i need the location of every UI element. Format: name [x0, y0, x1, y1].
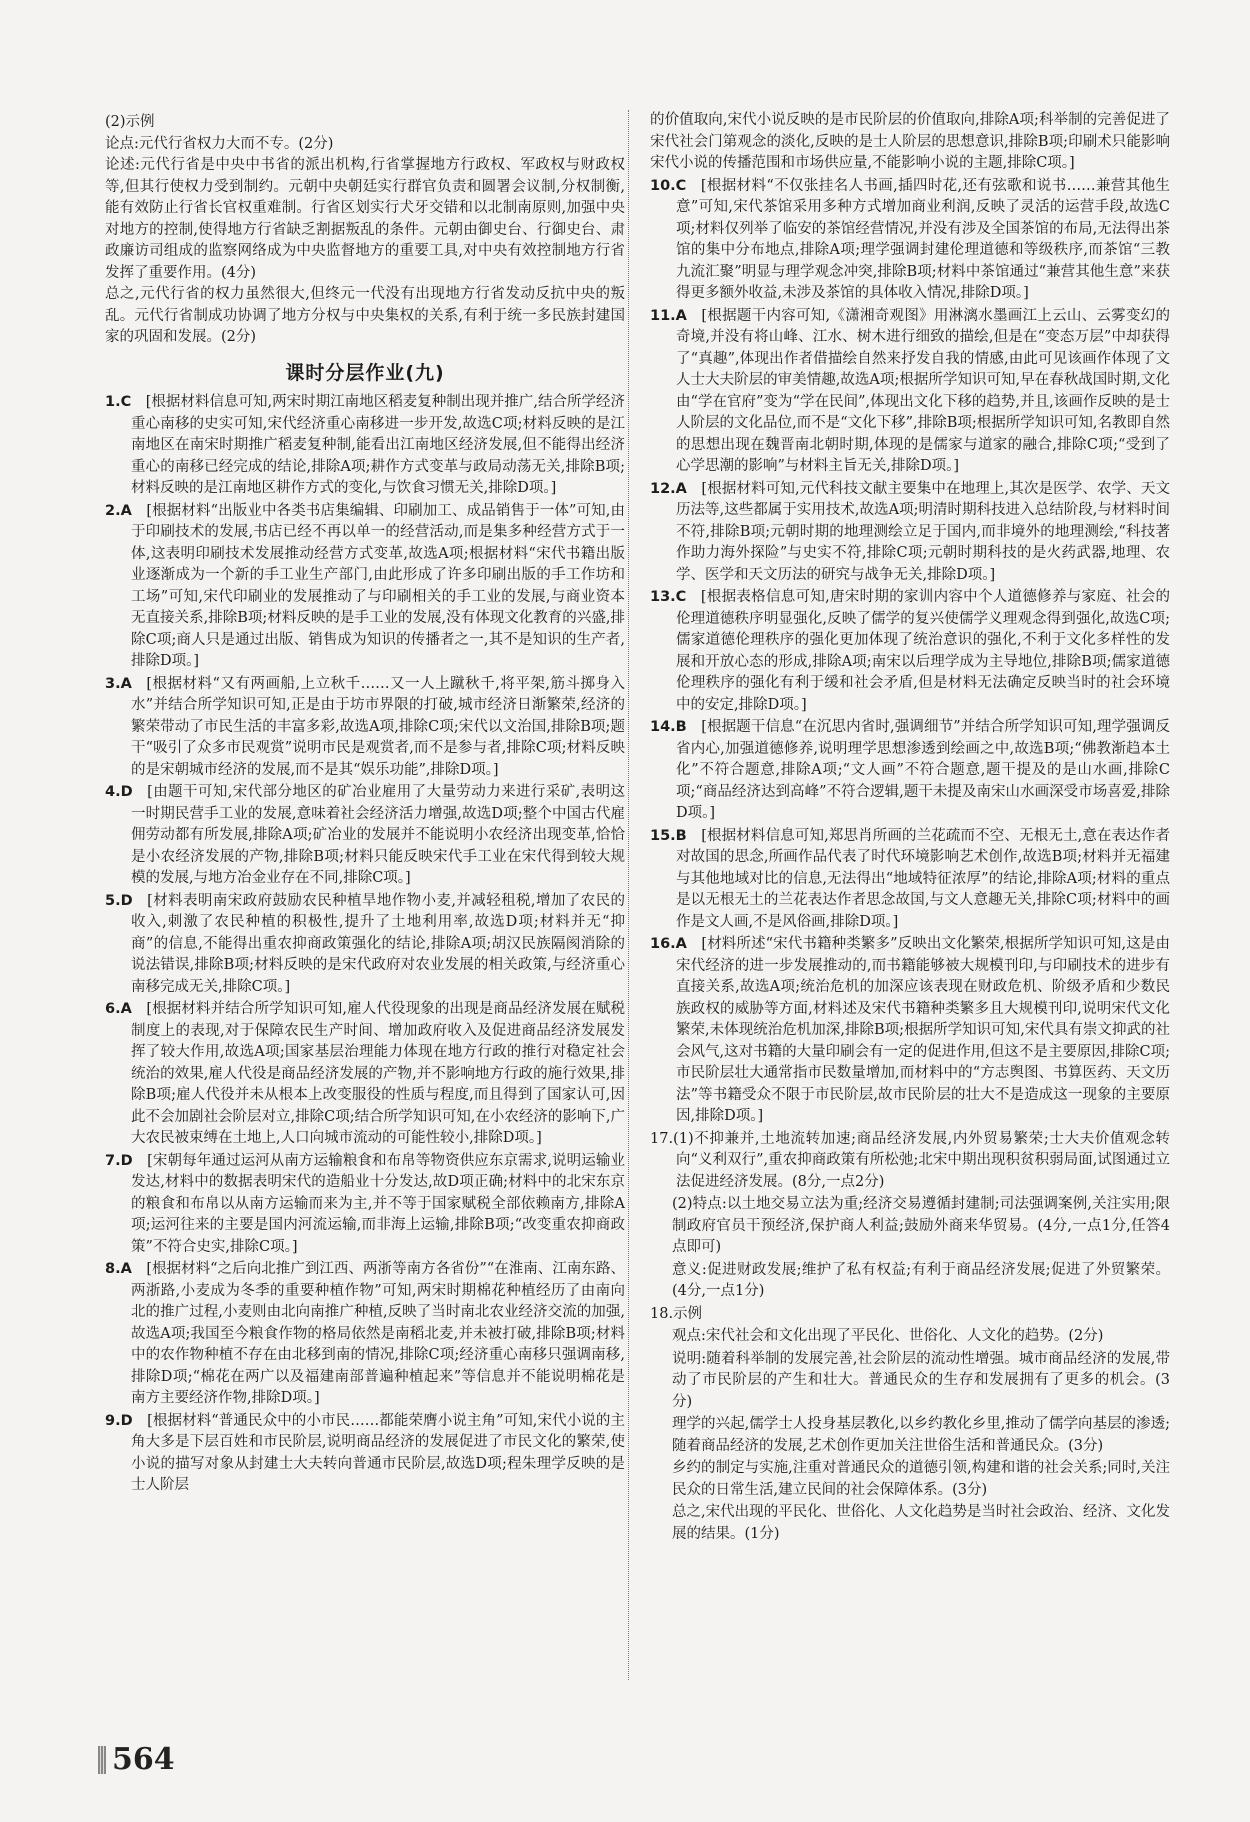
answer-item	[105, 1151, 625, 1259]
essay-line: 17.(1)不抑兼并,土地流转加速;商品经济发展,内外贸易繁荣;士大夫价值观念转向“义利双行”,重农抑商政策有所松弛;北宋中期出现积贫积弱局面,试图通过立法促进经济发展。(8分,一点2分)	[650, 1130, 1170, 1190]
answer-text: [由题干可知,宋代部分地区的矿冶业雇用了大量劳动力来进行采矿,表明这一时期民营手工业的发展,意味着社会经济活力增强,故选D项;整个中国古代雇佣劳动都有所发展,排除A项;矿冶业的发展并不能说明小农经济出现变革,恰恰是小农经济发展的产物,排除B项;材料只能反映宋代手工业在宋代得到较大规模的发展,与地方冶金业存在不同,排除C项。]	[131, 784, 625, 886]
essay-answers	[650, 1129, 1170, 1546]
answer-text: [根据材料“不仅张挂名人书画,插四时花,还有弦歌和说书……兼营其他生意”可知,宋代茶馆采用多种方式增加商业利润,反映了灵活的运营手段,故选C项;材料仅列举了临安的茶馆经营情况,并没有涉及全国茶馆的布局,无法得出茶馆的集中分布地点,排除A项;理学强调封建伦理道德和等级秩序,而茶馆“三教九流汇聚”明显与理学观念冲突,排除B项;材料中茶馆通过“兼营其他生意”来获得更多额外收益,未涉及茶馆的具体收入情况,排除D项。]	[676, 177, 1170, 301]
answer-item	[105, 1411, 625, 1497]
argument-paragraph: 论述:元代行省是中央中书省的派出机构,行省掌握地方行政权、军政权与财政权等,但其行使权力受到制约。元朝中央朝廷实行群官负责和圆署会议制,分权制衡,能有效防止行省长官权重难制。行省区划实行犬牙交错和以北制南原则,加强中央对地方的控制,使得地方行省缺乏割据叛乱的条件。元朝由御史台、行御史台、肃政廉访司组成的监察网络成为中央监督地方的重要工具,对中央有效控制地方行省发挥了重要作用。(4分)	[105, 157, 625, 281]
answer-text: [材料所述“宋代书籍种类繁多”反映出文化繁荣,根据所学知识可知,这是由宋代经济的进一步发展推动的,而书籍能够被大规模刊印,与印刷技术的进步有直接关系,故选A项;统治危机的加深应该表现在财政危机、阶级矛盾和少数民族政权的威胁等方面,材料述及宋代书籍种类繁多且大规模刊印,说明宋代文化繁荣,未体现统治危机加深,排除B项;根据所学知识可知,宋代具有崇文抑武的社会风气,这对书籍的大量印刷会有一定的促进作用,但这不是主要原因,排除C项;市民阶层壮大通常指市民数量增加,而材料中的“方志舆图、书算医药、天文历法”等书籍受众不限于市民阶层,故市民阶层的壮大不是造成这一现象的主要原因,排除D项。]	[676, 936, 1170, 1124]
answer-number: 15.B	[650, 827, 687, 844]
answer-item	[105, 501, 625, 673]
answer-item	[650, 587, 1170, 716]
right-answer-list	[650, 110, 1170, 1128]
answer-text: [根据材料“出版业中各类书店集编辑、印刷加工、成品销售于一体”可知,由于印刷技术的发展,书店已经不再以单一的经营活动,而是集多种经营方式于一体,这表明印刷技术发展推动经营方式变革,故选A项;根据材料“宋代书籍出版业逐渐成为一个新的手工业生产部门,由此形成了许多印刷出版的手工作坊和工场”可知,宋代印刷业的发展推动了与印刷相关的手工业的发展,与商业资本无直接关系,排除B项;材料反映的是手工业的发展,没有体现文化教育的兴盛,排除C项;商人只是通过出版、销售成为知识的传播者之一,其不是知识的生产者,排除D项。]	[131, 502, 625, 669]
essay-line: 意义:促进财政发展;维护了私有权益;有利于商品经济发展;促进了外贸繁荣。(4分,一点1分)	[672, 1261, 1170, 1299]
answer-item	[650, 826, 1170, 934]
section-title: 课时分层作业(九)	[285, 361, 445, 384]
page-number	[98, 1742, 175, 1777]
answer-text: [宋朝每年通过运河从南方运输粮食和布帛等物资供应东京需求,说明运输业发达,材料中的数据表明宋代的造船业十分发达,故D项正确;材料中的北宋东京的粮食和布帛以从南方运输而来为主,并不等于国家赋税全部依赖南方,排除A项;运河往来的主要是国内河流运输,而非海上运输,排除B项;“改变重农抑商政策”不符合史实,排除C项。]	[131, 1152, 625, 1255]
answer-number: 3.A	[105, 675, 132, 692]
answer-item	[105, 999, 625, 1150]
right-column	[650, 110, 1170, 1546]
essay-line: 观点:宋代社会和文化出现了平民化、世俗化、人文化的趋势。(2分)	[672, 1328, 1104, 1344]
left-answer-list	[105, 392, 625, 1497]
answer-text: [材料表明南宋政府鼓励农民种植旱地作物小麦,并减轻租税,增加了农民的收入,刺激了农民种植的积极性,提升了土地利用率,故选D项;材料并无“抑商”的信息,不能得出重农抑商政策强化的结论,排除A项;胡汉民族隔阂消除的说法错误,排除B项;材料反映的是宋代政府对农业发展的相关政策,与经济重心南移完成无关,排除C项。]	[131, 892, 625, 995]
answer-number: 11.A	[650, 307, 687, 324]
answer-item	[105, 392, 625, 500]
answer-item	[105, 891, 625, 999]
answer-text: [根据表格信息可知,唐宋时期的家训内容中个人道德修养与家庭、社会的伦理道德秩序明显强化,反映了儒学的复兴使儒学义理观念得到强化,故选C项;儒家道德伦理秩序的强化更加体现了统治意识的强化,不利于文化多样性的发展和开放心态的形成,排除A项;南宋以后理学成为主导地位,排除B项;儒家道德伦理秩序的强化有利于缓和社会矛盾,但是材料无法确定反映当时的社会环境中的安定,排除D项。]	[676, 589, 1170, 713]
answer-number: 8.A	[105, 1261, 132, 1277]
answer-text: [根据材料“普通民众中的小市民……都能荣膺小说主角”可知,宋代小说的主角大多是下层百姓和市民阶层,说明商品经济的发展促进了市民文化的繁荣,使小说的描写对象从封建士大夫转向普通市民阶层,故选D项;程朱理学反映的是士人阶层	[131, 1412, 625, 1493]
column-divider	[628, 110, 629, 1680]
answer-text: 的价值取向,宋代小说反映的是市民阶层的价值取向,排除A项;科举制的完善促进了宋代社会门第观念的淡化,反映的是士人阶层的思想意识,排除B项;印刷术只能影响宋代小说的传播范围和市场供应量,不能影响小说的主题,排除C项。]	[650, 112, 1170, 171]
answer-text: [根据材料信息可知,郑思肖所画的兰花疏而不空、无根无土,意在表达作者对故国的思念,所画作品代表了时代环境影响艺术创作,故选B项;材料并无福建与其他地域对比的信息,无法得出“地域特征浓厚”的结论,排除A项;材料的重点是以无根无土的兰花表达作者思念故国,与文人意趣无关,排除C项;材料中的画作是文人画,不是风俗画,排除D项。]	[676, 827, 1170, 930]
answer-number: 13.C	[650, 589, 687, 605]
answer-text: [根据题干信息“在沉思内省时,强调细节”并结合所学知识可知,理学强调反省内心,加强道德修养,说明理学思想渗透到绘画之中,故选B项;“佛教渐趋本土化”不符合题意,排除A项;“文人画”不符合题意,题干提及的是山水画,排除C项;“商品经济达到高峰”不符合逻辑,题干未提及南宋山水画深受市场喜爱,排除D项。]	[676, 719, 1170, 821]
answer-number: 16.A	[650, 936, 687, 952]
answer-text: [根据材料“之后向北推广到江西、两浙等南方各省份”“在淮南、江南东路、两浙路,小麦成为冬季的重要种植作物”可知,两宋时期棉花种植经历了由南向北的推广过程,小麦则由北向南推广种植,反映了当时南北农业经济交流的加强,故选A项;我国至今粮食作物的格局依然是南稻北麦,并未被打破,排除B项;材料中的农作物种植不存在由北移到南的情况,排除C项;经济重心南移只强调南移,排除D项;“棉花在两广以及福建南部普遍种植起来”等信息并不能说明棉花是南方主要经济作物,排除D项。]	[131, 1261, 625, 1406]
example-label: (2)示例	[105, 114, 155, 130]
page-marker-bar	[98, 1746, 106, 1774]
answer-number: 6.A	[105, 1001, 132, 1017]
answer-item	[105, 782, 625, 890]
thesis-line: 论点:元代行省权力大而不专。(2分)	[105, 135, 334, 152]
answer-item	[650, 717, 1170, 825]
answer-text: [根据材料信息可知,两宋时期江南地区稻麦复种制出现并推广,结合所学经济重心南移的史实可知,宋代经济重心南移进一步开发,故选C项;材料反映的是江南地区在南宋时期推广稻麦复种制,能看出江南地区经济发展,但不能得出经济重心的南移已经完成的结论,排除A项;耕作方式变革与政局动荡无关,排除B项;材料反映的是江南地区耕作方式的变化,与饮食习惯无关,排除D项。]	[131, 394, 625, 496]
conclusion-paragraph: 总之,元代行省的权力虽然很大,但终元一代没有出现地方行省发动反抗中央的叛乱。元代行省制成功协调了地方分权与中央集权的关系,有利于统一多民族封建国家的巩固和发展。(2分)	[105, 286, 625, 345]
answer-number: 7.D	[105, 1152, 133, 1169]
answer-number: 10.C	[650, 177, 687, 194]
answer-text: [根据题干内容可知,《潇湘奇观图》用淋漓水墨画江上云山、云雾变幻的奇境,并没有将山峰、江水、树木进行细致的描绘,但是在“变态万层”中却获得了“真趣”,体现出作者借描绘自然来抒发自我的情感,由此可见该画作体现了文人士大夫阶层的审美情趣,故选A项;根据所学知识可知,早在春秋战国时期,文化由“学在官府”变为“学在民间”,体现出文化下移的趋势,并且,该画作反映的是士人阶层的文化品位,而不是“文化下移”,排除B项;根据所学知识可知,名教即自然的思想出现在魏晋南北朝时期,体现的是儒家与道家的融合,排除C项;“受到了心学思潮的影响”与材料主旨无关,排除D项。]	[676, 307, 1170, 474]
answer-item	[650, 934, 1170, 1128]
answer-item	[650, 110, 1170, 175]
page-number-text: 564	[112, 1742, 175, 1777]
essay-line: 理学的兴起,儒学士人投身基层教化,以乡约教化乡里,推动了儒学向基层的渗透;随着商品经济的发展,艺术创作更加关注世俗生活和普通民众。(3分)	[672, 1416, 1170, 1454]
answer-item	[105, 674, 625, 782]
essay-line: 说明:随着科举制的发展完善,社会阶层的流动性增强。城市商品经济的发展,带动了市民阶层的产生和壮大。普通民众的生存和发展拥有了更多的机会。(3分)	[672, 1350, 1170, 1410]
answer-number: 9.D	[105, 1412, 133, 1429]
answer-item	[650, 176, 1170, 305]
answer-number: 2.A	[105, 502, 132, 519]
answer-text: [根据材料“又有两画船,上立秋千……又一人上蹴秋千,将平架,筋斗掷身入水”并结合所学知识可知,正是由于坊市界限的打破,城市经济日渐繁荣,经济的繁荣带动了市民生活的丰富多彩,故选A项,排除C项;宋代以文治国,排除B项;题干“吸引了众多市民观赏”说明市民是观赏者,而不是参与者,排除C项;材料反映的是宋朝城市经济的发展,而不是其“娱乐功能”,排除D项。]	[131, 675, 625, 778]
answer-number: 1.C	[105, 394, 132, 410]
essay-line: 18.示例	[650, 1305, 703, 1322]
answer-item	[105, 1259, 625, 1410]
answer-number: 14.B	[650, 719, 687, 735]
answer-text: [根据材料可知,元代科技文献主要集中在地理上,其次是医学、农学、天文历法等,这些都属于实用技术,故选A项;明清时期科技进入总结阶段,与材料时间不符,排除B项;元朝时期的地理测绘立足于国内,而非境外的地理测绘,“科技著作助力海外探险”与史实不符,排除C项;元朝时期科技的是火药武器,地理、农学、医学和天文历法的研究与战争无关,排除D项。]	[676, 480, 1170, 583]
left-column	[105, 112, 625, 1498]
answer-text: [根据材料并结合所学知识可知,雇人代役现象的出现是商品经济发展在赋税制度上的表现,对于保障农民生产时间、增加政府收入及促进商品经济发展发挥了较大作用,故选A项;国家基层治理能力体现在地方行政的推行对稳定社会统治的效果,雇人代役是商品经济发展的产物,并不影响地方行政的施行效果,排除B项;雇人代役并未从根本上改变服役的性质与程度,而且得到了国家认可,因此不会加剧社会阶层对立,排除C项;结合所学知识可知,在小农经济的影响下,广大农民被束缚在土地上,人口向城市流动的可能性较小,排除D项。]	[131, 1001, 625, 1146]
essay-line: 乡约的制定与实施,注重对普通民众的道德引领,构建和谐的社会关系;同时,关注民众的日常生活,建立民间的社会保障体系。(3分)	[672, 1460, 1170, 1498]
answer-number: 12.A	[650, 480, 687, 497]
answer-item	[650, 479, 1170, 587]
essay-line: 总之,宋代出现的平民化、世俗化、人文化趋势是当时社会政治、经济、文化发展的结果。(1分)	[672, 1504, 1170, 1542]
essay-line: (2)特点:以土地交易立法为重;经济交易遵循封建制;司法强调案例,关注实用;限制政府官员干预经济,保护商人利益;鼓励外商来华贸易。(4分,一点1分,任答4点即可)	[672, 1196, 1170, 1255]
answer-number: 4.D	[105, 784, 133, 800]
answer-item	[650, 306, 1170, 478]
answer-number: 5.D	[105, 892, 133, 909]
